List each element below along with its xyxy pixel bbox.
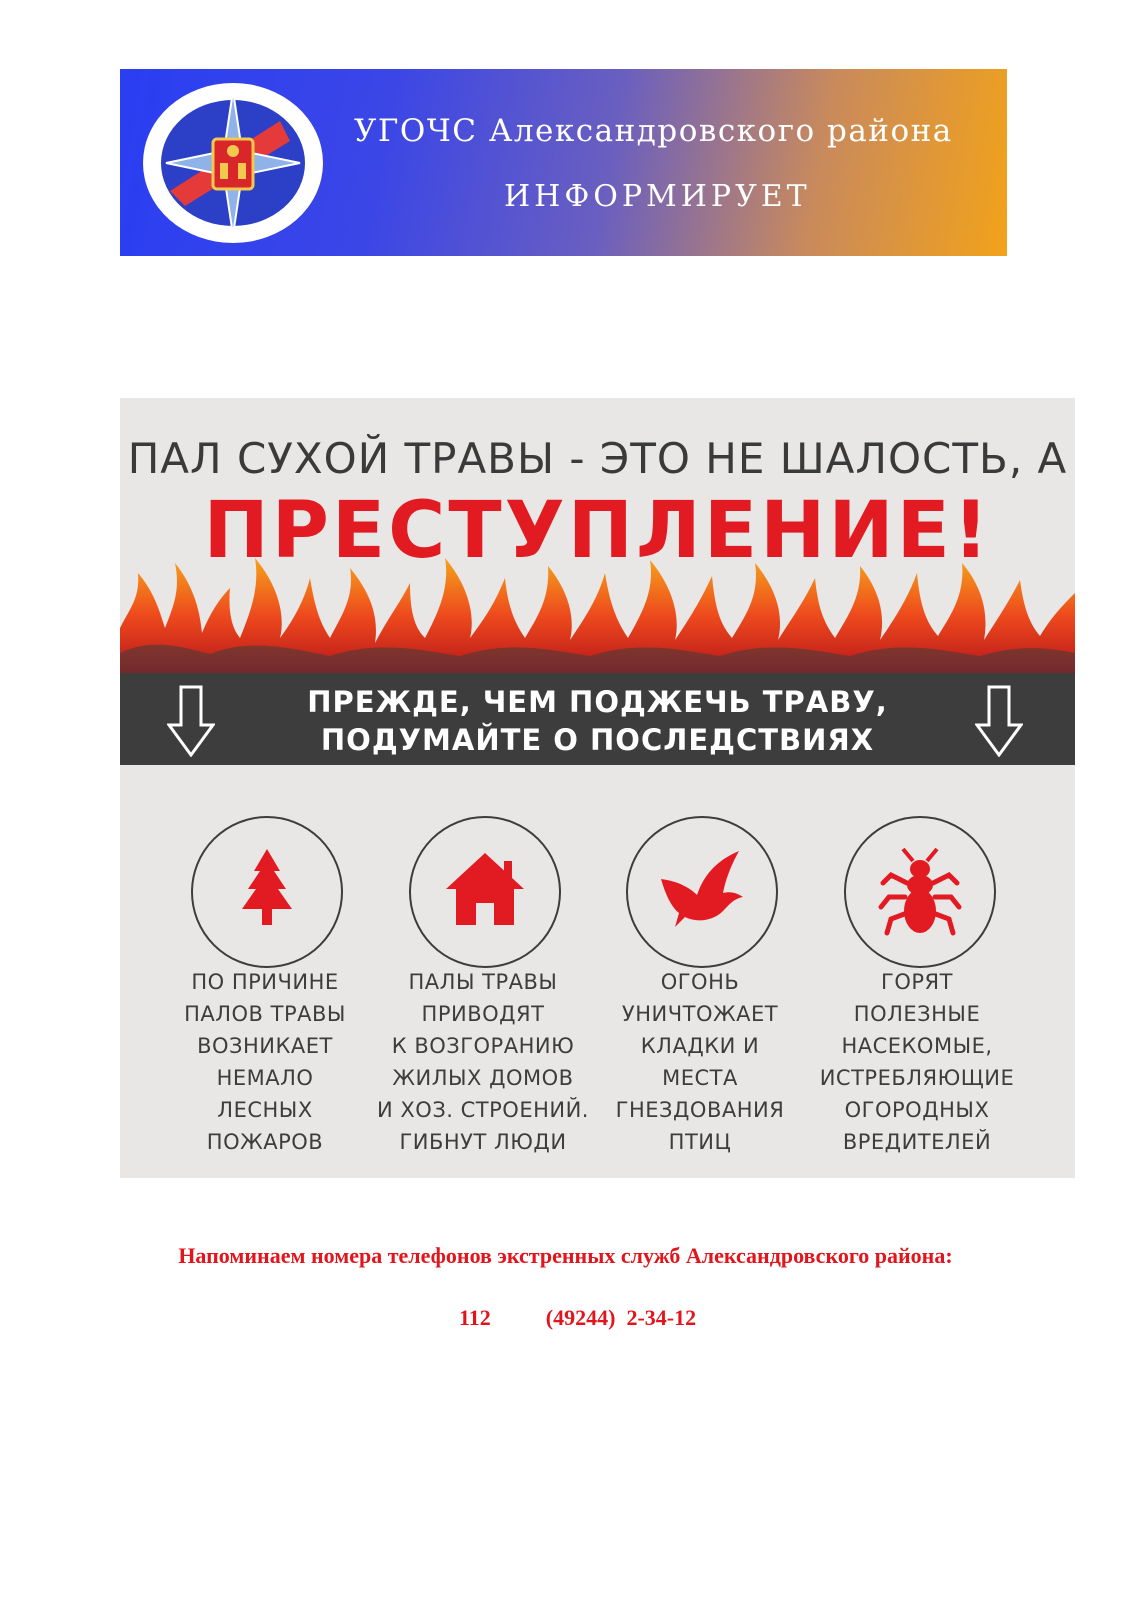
emblem-logo-icon bbox=[140, 81, 326, 245]
banner-title: УГОЧС Александровского района bbox=[354, 113, 953, 149]
band-line-1: ПРЕЖДЕ, ЧЕМ ПОДЖЕЧЬ ТРАВУ, bbox=[307, 685, 888, 719]
caption-house-fires: ПАЛЫ ТРАВЫ ПРИВОДЯТ К ВОЗГОРАНИЮ ЖИЛЫХ ДОМОВ И ХОЗ. СТРОЕНИЙ. ГИБНУТ ЛЮДИ bbox=[377, 970, 589, 1154]
banner-subtitle: ИНФОРМИРУЕТ bbox=[504, 179, 811, 214]
emergency-reminder: Напоминаем номера телефонов экстренных служб Александровского района: bbox=[178, 1243, 953, 1268]
tree-icon bbox=[222, 847, 312, 937]
warning-band-text bbox=[230, 683, 965, 759]
insect-icon bbox=[875, 847, 965, 937]
house-circle bbox=[409, 816, 561, 968]
warning-band bbox=[120, 673, 1075, 765]
bird-circle bbox=[626, 816, 778, 968]
band-line-2: ПОДУМАЙТЕ О ПОСЛЕДСТВИЯХ bbox=[320, 723, 875, 757]
arrow-down-right-icon bbox=[975, 685, 1023, 757]
phone-local: (49244) 2-34-12 bbox=[545, 1305, 697, 1330]
phone-112: 112 bbox=[459, 1305, 491, 1330]
bird-icon bbox=[657, 847, 747, 937]
poster-headline: ПАЛ СУХОЙ ТРАВЫ - ЭТО НЕ ШАЛОСТЬ, А bbox=[127, 434, 1068, 483]
tree-circle bbox=[191, 816, 343, 968]
caption-birds: ОГОНЬ УНИЧТОЖАЕТ КЛАДКИ И МЕСТА ГНЕЗДОВАНИЯ ПТИЦ bbox=[615, 970, 785, 1154]
house-icon bbox=[440, 847, 530, 937]
insect-circle bbox=[844, 816, 996, 968]
fire-warning-poster bbox=[120, 398, 1075, 1178]
flames-illustration bbox=[120, 558, 1075, 673]
caption-forest-fires: ПО ПРИЧИНЕ ПАЛОВ ТРАВЫ ВОЗНИКАЕТ НЕМАЛО ЛЕСНЫХ ПОЖАРОВ bbox=[184, 970, 346, 1154]
arrow-down-left-icon bbox=[167, 685, 215, 757]
poster-crime-title: ПРЕСТУПЛЕНИЕ! bbox=[203, 486, 992, 576]
header-banner bbox=[120, 69, 1007, 256]
emergency-phones bbox=[459, 1305, 696, 1331]
caption-insects: ГОРЯТ ПОЛЕЗНЫЕ НАСЕКОМЫЕ, ИСТРЕБЛЯЮЩИЕ ОГОРОДНЫХ ВРЕДИТЕЛЕЙ bbox=[819, 970, 1015, 1154]
